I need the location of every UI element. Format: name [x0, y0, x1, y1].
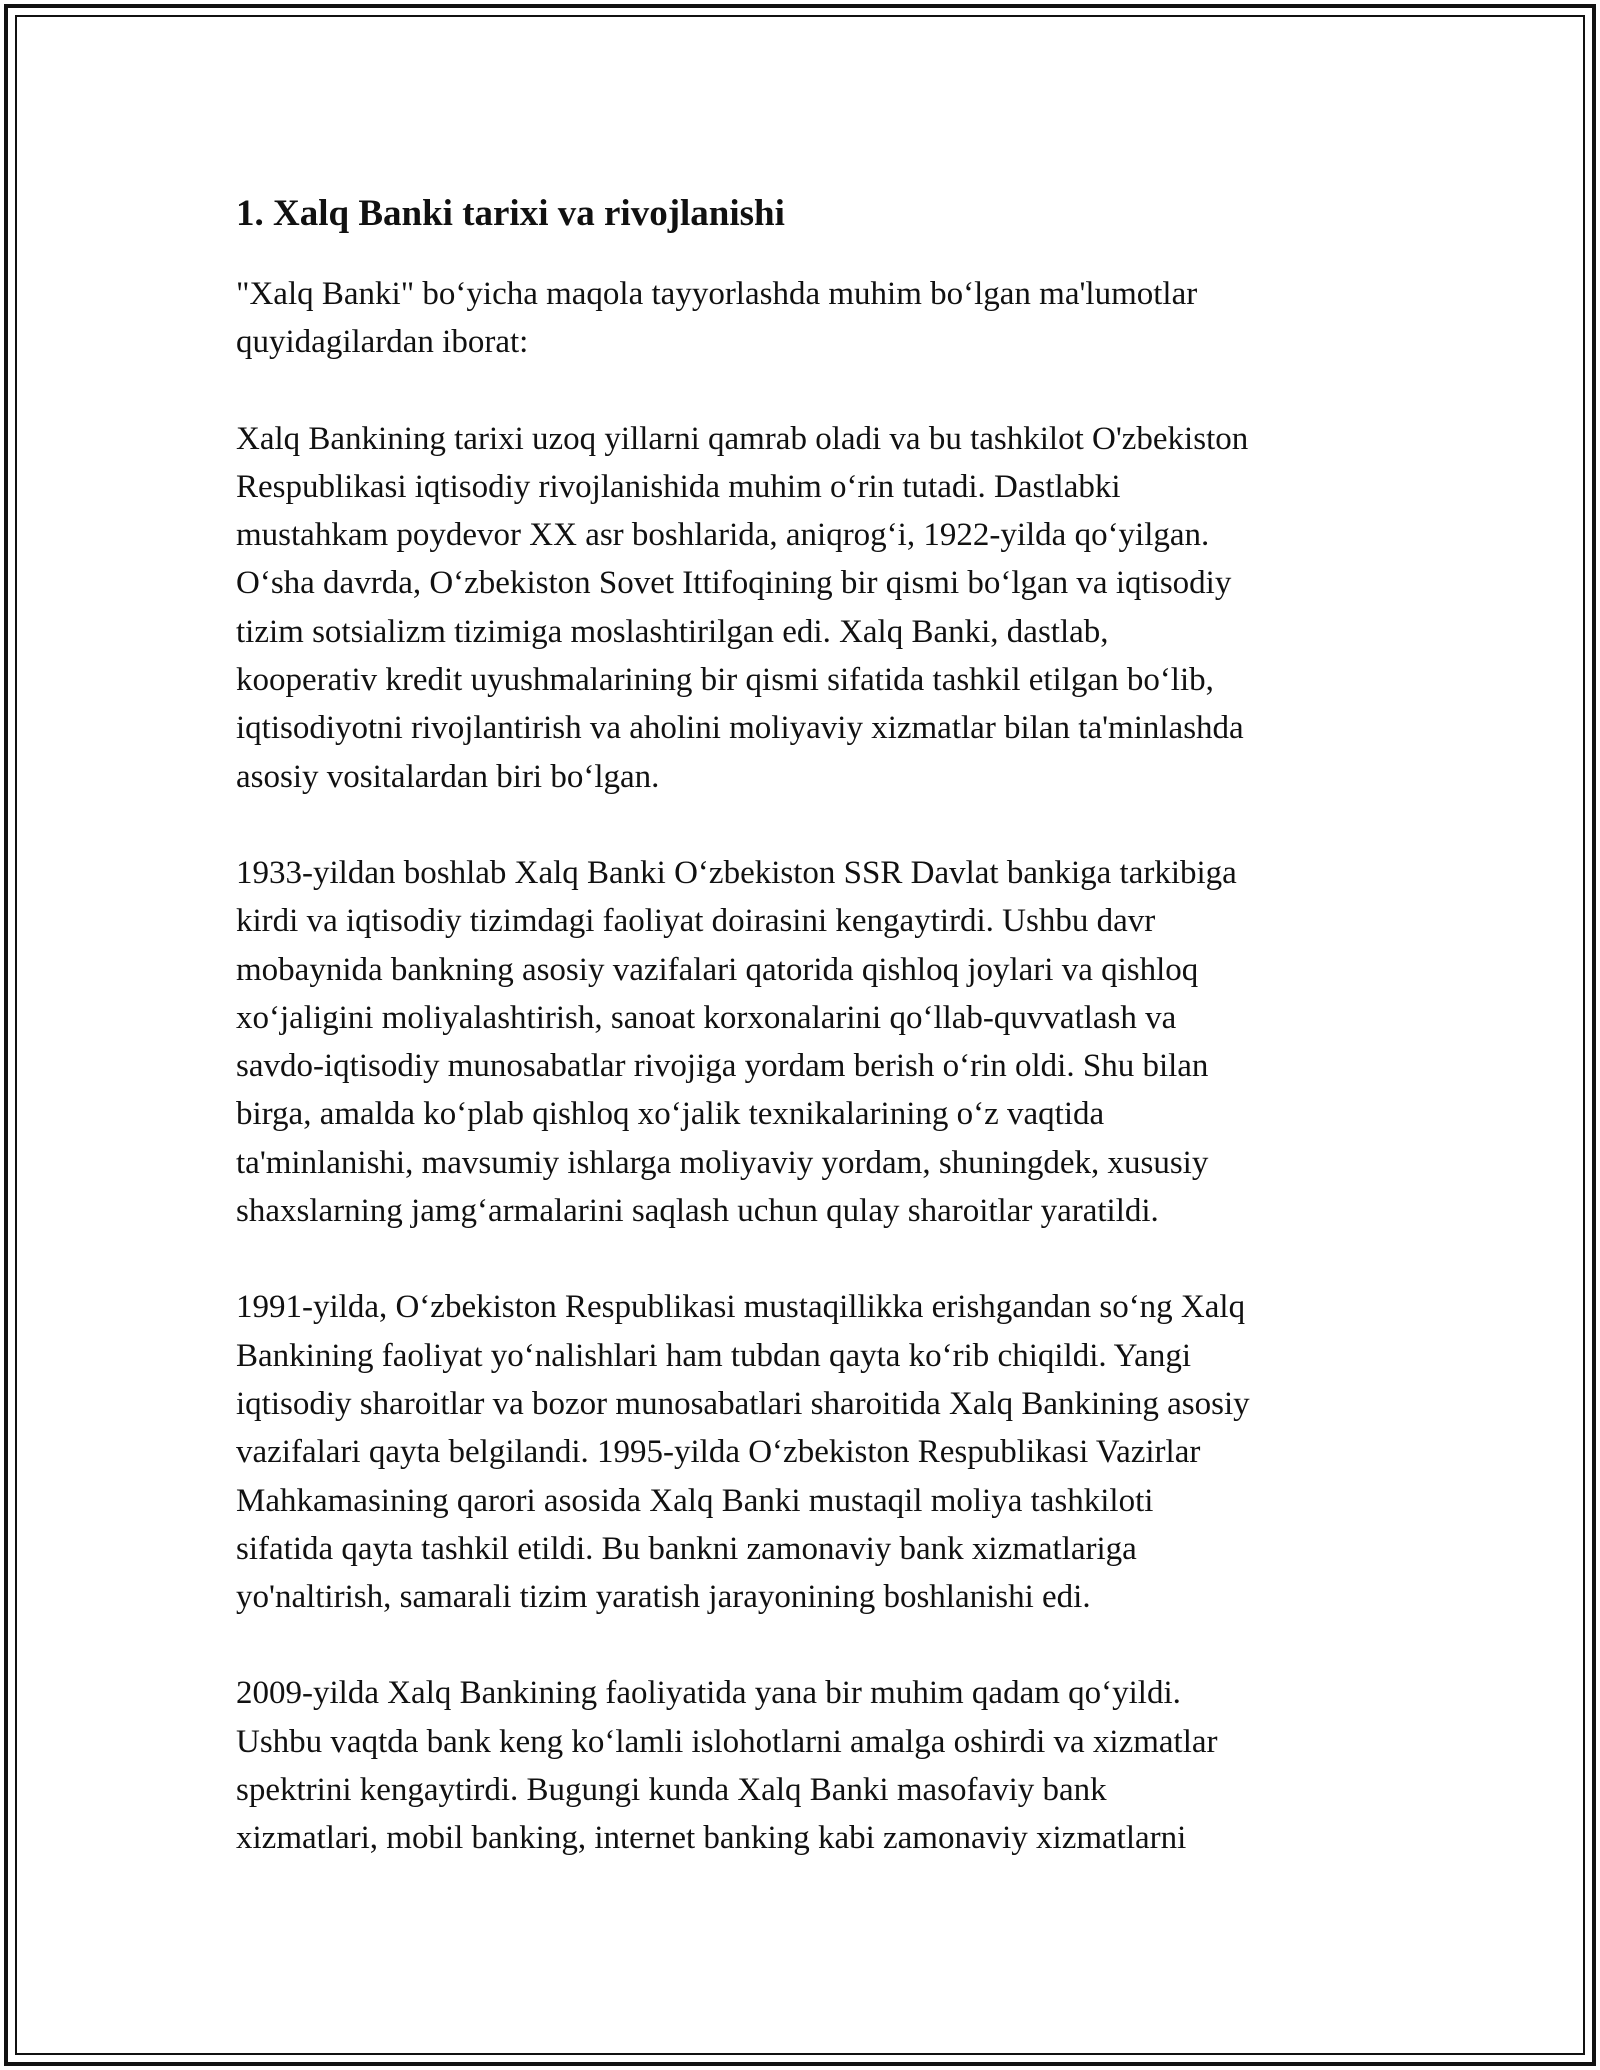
document-body — [236, 188, 1376, 1911]
paragraph-history-1933: 1933-yildan boshlab Xalq Banki O‘zbekiston SSR Davlat bankiga tarkibiga kirdi va iqtisodiy tizimdagi faoliyat doirasini kengaytirdi. Ushbu davr mobaynida bankning asosiy vazifalari qatorida qishloq joylari va qishloq xo‘jaligini moliyalashtirish, sanoat korxonalarini qo‘llab-quvvatlash va savdo-iqtisodiy munosabatlar rivojiga yordam berish o‘rin oldi. Shu bilan birga, amalda ko‘plab qishloq xo‘jalik texnikalarining o‘z vaqtida ta'minlanishi, mavsumiy ishlarga moliyaviy yordam, shuningdek, xususiy shaxslarning jamg‘armalarini saqlash uchun qulay sharoitlar yaratildi. — [236, 854, 1237, 1230]
section-heading: 1. Xalq Banki tarixi va rivojlanishi — [236, 193, 785, 234]
paragraph-intro: "Xalq Banki" bo‘yicha maqola tayyorlashda muhim bo‘lgan ma'lumotlar quyidagilardan iborat: — [236, 276, 1198, 361]
paragraph-history-1922: Xalq Bankining tarixi uzoq yillarni qamrab oladi va bu tashkilot O'zbekiston Respublikasi iqtisodiy rivojlanishida muhim o‘rin tutadi. Dastlabki mustahkam poydevor XX asr boshlarida, aniqrog‘i, 1922-yilda qo‘yilgan. O‘sha davrda, O‘zbekiston Sovet Ittifoqining bir qismi bo‘lgan va iqtisodiy tizim sotsializm tizimiga moslashtirilgan edi. Xalq Banki, dastlab, kooperativ kredit uyushmalarining bir qismi sifatida tashkil etilgan bo‘lib, iqtisodiyotni rivojlantirish va aholini moliyaviy xizmatlar bilan ta'minlashda asosiy vositalardan biri bo‘lgan. — [236, 420, 1249, 795]
paragraph-history-2009: 2009-yilda Xalq Bankining faoliyatida yana bir muhim qadam qo‘yildi. Ushbu vaqtda bank keng ko‘lamli islohotlarni amalga oshirdi va xizmatlar spektrini kengaytirdi. Bugungi kunda Xalq Banki masofaviy bank xizmatlari, mobil banking, internet banking kabi zamonaviy xizmatlarni — [236, 1675, 1218, 1857]
paragraph-history-1991: 1991-yilda, O‘zbekiston Respublikasi mustaqillikka erishgandan so‘ng Xalq Bankining faoliyat yo‘nalishlari ham tubdan qayta ko‘rib chiqildi. Yangi iqtisodiy sharoitlar va bozor munosabatlari sharoitida Xalq Bankining asosiy vazifalari qayta belgilandi. 1995-yilda O‘zbekiston Respublikasi Vazirlar Mahkamasining qarori asosida Xalq Banki mustaqil moliya tashkiloti sifatida qayta tashkil etildi. Bu bankni zamonaviy bank xizmatlariga yo'naltirish, samarali tizim yaratish jarayonining boshlanishi edi. — [236, 1289, 1250, 1616]
